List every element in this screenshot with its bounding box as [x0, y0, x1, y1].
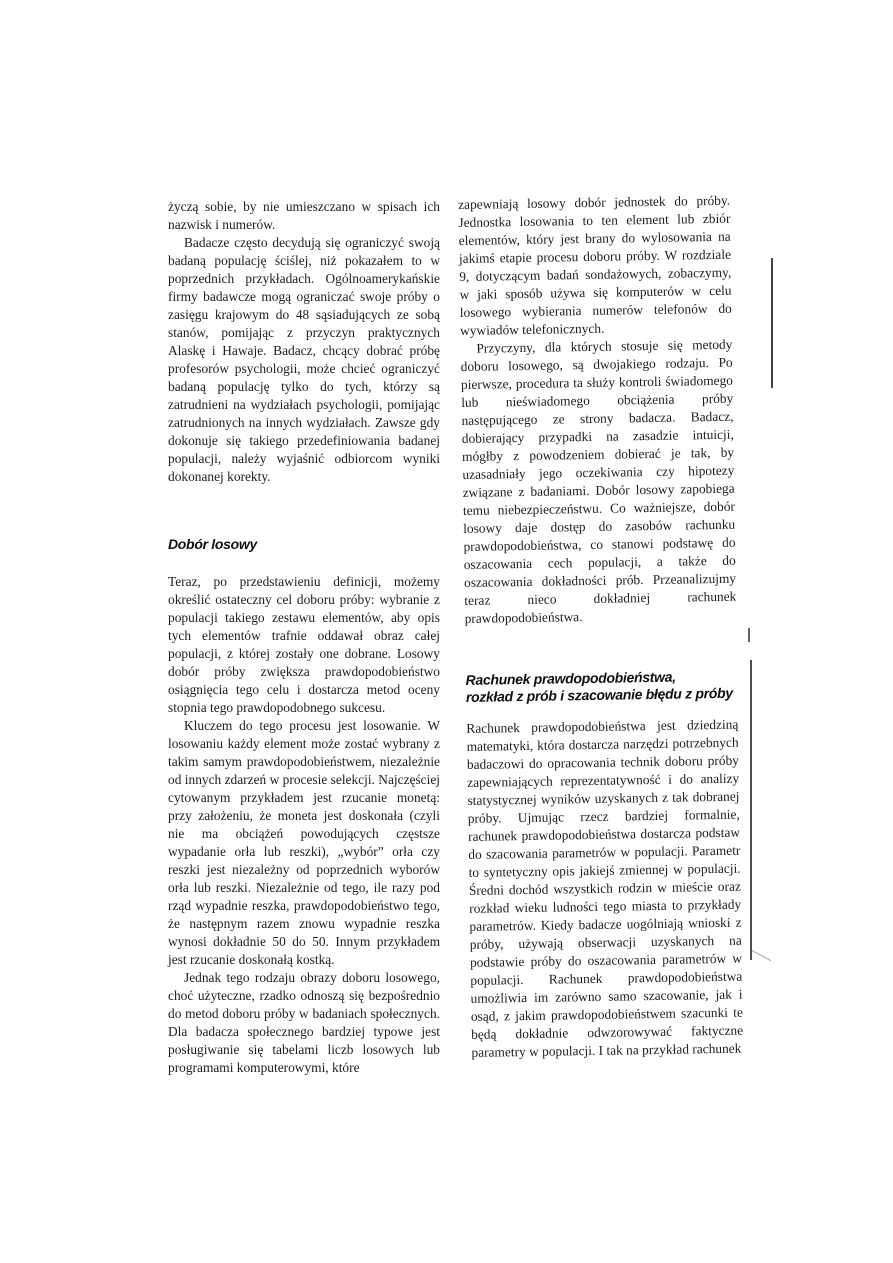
- section-heading-dobor-losowy: Dobór losowy: [168, 536, 257, 552]
- right-column: [458, 192, 744, 1062]
- scan-artifact-line: [748, 628, 750, 642]
- paragraph: Badacze często decydują się ograniczyć swoją badaną populację ściślej, niż pokazałem to w poprzednich przykładach. Ogólnoamerykańskie firmy badawcze mogą ograniczać swoje próby o zasięgu krajowym do 48 sąsiadujących ze sobą stanów, pomijając z przyczyn praktycznych Alaskę i Hawaje. Badacz, chcący dobrać próbę profesorów psychologii, może chcieć ograniczyć badaną populację tylko do tych, którzy są zatrudnieni na wydziałach psychologii, pomijając zatrudnionych na innych wydziałach. Zawsze gdy dokonuje się takiego przedefiniowania badanej populacji, należy wyjaśnić odbiorcom wyniki dokonanej korekty.: [168, 235, 440, 484]
- paragraph: Przyczyny, dla których stosuje się metody doboru losowego, są dwojakiego rodzaju. Po pierwsze, procedura ta służy kontroli świadomego lub nieświadomego obciążenia próby następującego ze strony badacza. Badacz, dobierający przypadki na zasadzie intuicji, mógłby z powodzeniem dobierać je tak, by uzasadniały jego oczekiwania czy hipotezy związane z badaniami. Dobór losowy zapobiega temu niebezpieczeństwu. Co ważniejsze, dobór losowy daje dostęp do zasobów rachunku prawdopodobieństwa, co stanowi podstawę do oszacowania cech populacji, a także do oszacowania dokładności prób. Przeanalizujmy teraz nieco dokładniej rachunek prawdopodobieństwa.: [460, 336, 737, 626]
- heading-line: rozkład z prób i szacowanie błędu z próby: [465, 684, 733, 705]
- scan-artifact-line: [750, 660, 752, 960]
- left-column: [168, 198, 440, 1077]
- paragraph: życzą sobie, by nie umieszczano w spisach ich nazwisk i numerów.: [168, 199, 440, 232]
- heading-line: Rachunek prawdopodobieństwa,: [465, 668, 676, 688]
- scan-artifact-line: [752, 950, 772, 961]
- paragraph: Kluczem do tego procesu jest losowanie. W losowaniu każdy element może zostać wybrany z takim samym prawdopodobieństwem, niezależnie od innych zdarzeń w procesie selekcji. Najczęściej cytowanym przykładem jest rzucanie monetą: przy założeniu, że moneta jest doskonała (czyli nie ma obciążeń powodujących częstsze wypadanie orła lub reszki), „wybór” orła czy reszki jest niezależny od poprzednich wyborów orła lub reszki. Niezależnie od tego, ile razy pod rząd wypadnie reszka, prawdopodobieństwo tego, że następnym razem znowu wypadnie reszka wynosi dokładnie 50 do 50. Innym przykładem jest rzucanie doskonałą kostką.: [168, 718, 440, 967]
- section-heading-rachunek: [465, 668, 738, 706]
- paragraph: Rachunek prawdopodobieństwa jest dziedziną matematyki, która dostarcza narzędzi potrzebnych badaczowi do opracowania technik doboru próby zapewniających reprezentatywność i do analizy statystycznej wyników uzyskanych z tak dobranej próby. Ujmując rzecz bardziej formalnie, rachunek prawdopodobieństwa dostarcza podstaw do szacowania parametrów w populacji. Parametr to syntetyczny opis jakiejś zmiennej w populacji. Średni dochód wszystkich rodzin w mieście oraz rozkład wieku ludności tego miasta to przykłady parametrów. Kiedy badacze uogólniają wnioski z próby, używają obserwacji uzyskanych na podstawie próby do oszacowania parametrów w populacji. Rachunek prawdopodobieństwa umożliwia im zarówno samo szacowanie, jak i osąd, z jakim prawdopodobieństwem szacunki te będą dokładnie odwzorowywać faktyczne parametry w populacji. I tak na przykład rachunek: [466, 716, 744, 1060]
- paragraph: Jednak tego rodzaju obrazy doboru losowego, choć użyteczne, rzadko odnoszą się bezpośrednio do metod doboru próby w badaniach społecznych. Dla badacza społecznego bardziej typowe jest posługiwanie się tabelami liczb losowych lub programami komputerowymi, które: [168, 970, 440, 1075]
- paragraph: Teraz, po przedstawieniu definicji, możemy określić ostateczny cel doboru próby: wybranie z populacji takiego zestawu elementów, aby opis tych elementów trafnie oddawał obraz całej populacji, z której zostały one dobrane. Losowy dobór próby zwiększa prawdopodobieństwo osiągnięcia tego celu i dostarcza metod oceny stopnia tego prawdopodobnego sukcesu.: [168, 574, 440, 715]
- scan-artifact-line: [771, 258, 773, 388]
- paragraph: zapewniają losowy dobór jednostek do próby. Jednostka losowania to ten element lub zbiór elementów, który jest brany do wylosowania na jakimś etapie procesu doboru próby. W rozdziale 9, dotyczącym badań sondażowych, zobaczymy, w jaki sposób używa się komputerów w celu losowego wybierania numerów telefonów do wywiadów telefonicznych.: [458, 192, 732, 338]
